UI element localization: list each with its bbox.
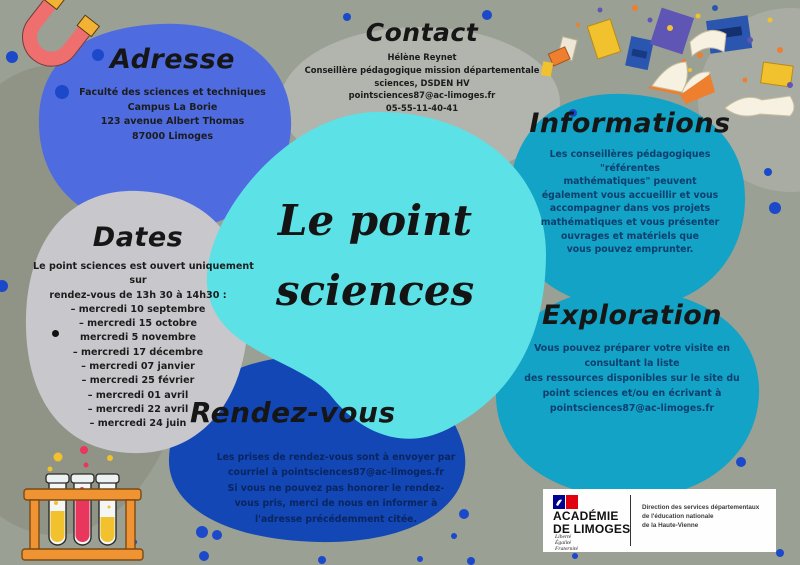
informations-line: vous pouvez emprunter. xyxy=(566,244,694,256)
informations-line: mathématiques et vous présenter xyxy=(540,216,720,228)
exploration-line: Vous pouvez préparer votre visite en xyxy=(534,343,730,354)
rendezvous-line: Si vous ne pouvez pas honorer le rendez- xyxy=(227,482,445,494)
adresse-title: Adresse xyxy=(110,44,235,75)
informations-title: Informations xyxy=(529,108,731,139)
adresse-line: Campus La Borie xyxy=(127,101,218,113)
contact-title: Contact xyxy=(365,18,479,47)
stray-bullet-dot xyxy=(52,330,59,337)
informations-line: accompagner dans vos projets xyxy=(549,203,711,215)
dates-item: – mercredi 10 septembre xyxy=(70,303,206,315)
dates-item: – mercredi 22 avril xyxy=(87,403,189,415)
adresse-line: 123 avenue Albert Thomas xyxy=(100,116,245,127)
informations-line: Les conseillères pédagogiques xyxy=(549,149,711,160)
main-title-line1: Le point xyxy=(277,196,473,245)
informations-section xyxy=(521,108,739,257)
dates-item: – mercredi 15 octobre xyxy=(78,318,198,330)
dates-item: mercredi 5 novembre xyxy=(80,332,196,344)
informations-line: "référentes xyxy=(600,162,660,174)
academy-name: ACADÉMIE DE LIMOGES xyxy=(553,509,631,536)
informations-line: ouvrages et matériels que xyxy=(561,230,699,242)
adresse-line: Faculté des sciences et techniques xyxy=(79,87,266,98)
contact-section xyxy=(302,18,542,115)
dates-intro-line: Le point sciences est ouvert uniquement xyxy=(33,261,254,272)
exploration-line: des ressources disponibles sur le site du xyxy=(524,373,740,384)
exploration-line: consultant la liste xyxy=(584,358,680,369)
informations-line: mathématiques" peuvent xyxy=(563,176,697,188)
rendezvous-line: vous pris, merci de nous en informer à xyxy=(234,498,438,510)
dates-title: Dates xyxy=(92,222,184,253)
dates-item: – mercredi 01 avril xyxy=(87,389,189,401)
dates-item: – mercredi 17 décembre xyxy=(72,346,204,358)
adresse-section xyxy=(55,44,290,144)
rendezvous-line: l'adresse précédemment citée. xyxy=(254,513,418,525)
exploration-line: point sciences et/ou en écrivant à xyxy=(542,388,722,399)
poster-main-title xyxy=(233,186,517,326)
rendezvous-title: Rendez-vous xyxy=(190,396,396,429)
contact-line: Conseillère pédagogique mission départementale xyxy=(304,64,540,75)
dates-intro-line: sur xyxy=(129,275,147,287)
rendezvous-line: courriel à pointsciences87@ac-limoges.fr xyxy=(228,467,444,479)
dates-item: – mercredi 24 juin xyxy=(89,418,187,430)
academie-logo-box xyxy=(543,489,776,552)
dates-item: – mercredi 25 février xyxy=(81,375,195,387)
exploration-email: pointsciences87@ac-limoges.fr xyxy=(549,403,715,414)
motto: Liberté Égalité Fraternité xyxy=(555,534,578,552)
dates-item: – mercredi 07 janvier xyxy=(81,361,195,373)
main-title-line2: sciences xyxy=(275,266,475,315)
contact-line: sciences, DSDEN HV xyxy=(374,77,470,88)
exploration-title: Exploration xyxy=(542,300,722,331)
contact-line: Hélène Reynet xyxy=(387,52,457,62)
adresse-line: 87000 Limoges xyxy=(132,130,213,142)
exploration-section xyxy=(516,300,748,416)
dates-intro-line: rendez-vous de 13h 30 à 14h30 : xyxy=(49,289,227,301)
contact-email: pointsciences87@ac-limoges.fr xyxy=(348,90,496,101)
informations-line: également vous accueillir et vous xyxy=(541,189,719,201)
rendezvous-line: Les prises de rendez-vous sont à envoyer par xyxy=(216,452,456,463)
logo-divider xyxy=(630,495,631,546)
rendezvous-section xyxy=(210,450,462,527)
dsden-text: Direction des services départementaux de l'éducation nationale de la Haute-Vienne xyxy=(642,504,760,529)
contact-phone: 05-55-11-40-41 xyxy=(385,103,459,114)
